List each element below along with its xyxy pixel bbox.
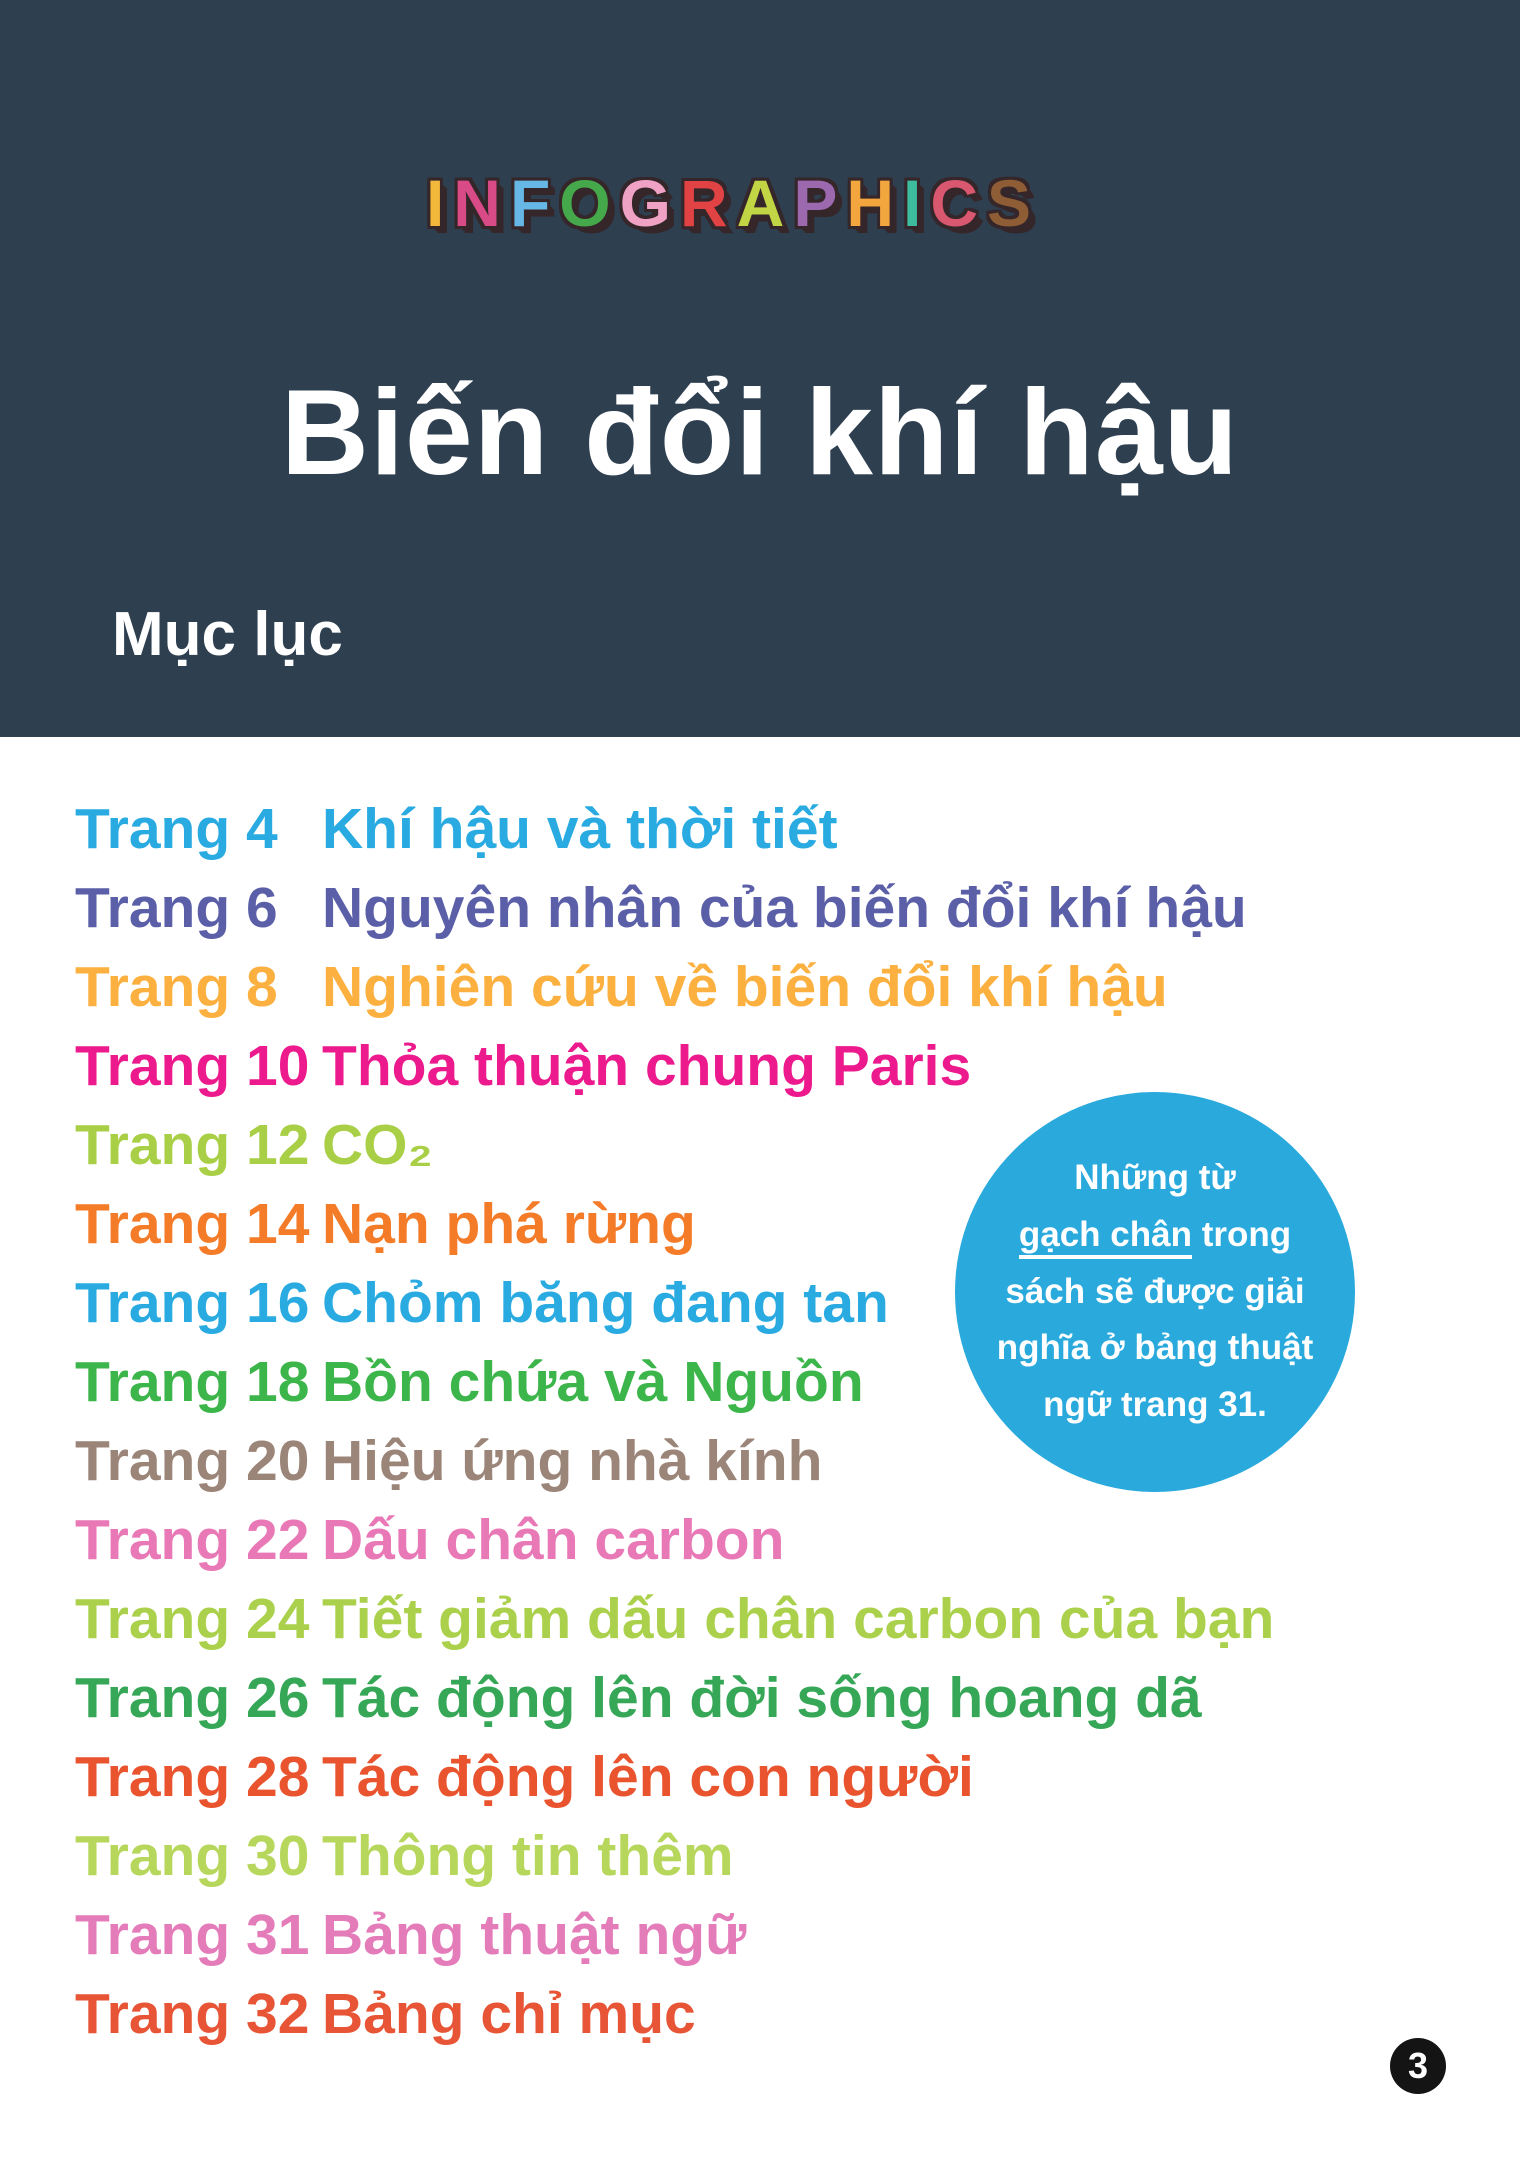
logo-letter: F <box>509 166 560 240</box>
toc-page-label: Trang 10 <box>75 1034 310 1098</box>
toc-entry-title: Tác động lên con người <box>322 1745 974 1809</box>
logo-letter: G <box>619 166 680 240</box>
toc-entry-title: Tác động lên đời sống hoang dã <box>322 1666 1202 1730</box>
toc-entry <box>75 790 1485 869</box>
toc-entry-title: Hiệu ứng nhà kính <box>322 1429 823 1493</box>
note-underlined-term: gạch chân <box>1019 1215 1192 1259</box>
toc-page-label: Trang 20 <box>75 1429 310 1493</box>
toc-entry <box>75 1738 1485 1817</box>
logo-letter: C <box>930 166 988 240</box>
toc-entry-title: Dấu chân carbon <box>322 1508 785 1572</box>
logo-letter: N <box>453 166 510 240</box>
toc-page-label: Trang 4 <box>75 797 278 861</box>
toc-entry-title: Bồn chứa và Nguồn <box>322 1350 864 1414</box>
logo-letter: H <box>846 166 904 240</box>
toc-entry <box>75 1027 1485 1106</box>
page-header <box>0 0 1520 737</box>
toc-page-label: Trang 24 <box>75 1587 310 1651</box>
toc-page-label: Trang 26 <box>75 1666 310 1730</box>
toc-page-label: Trang 8 <box>75 955 278 1019</box>
toc-heading: Mục lục <box>112 600 343 669</box>
toc-entry <box>75 1659 1485 1738</box>
toc-entry-title: Bảng chỉ mục <box>322 1982 696 2046</box>
infographics-logo <box>0 165 1466 241</box>
logo-letter: R <box>679 166 737 240</box>
note-text-post: trong sách sẽ được giải nghĩa ở bảng thuật ngữ trang 31. <box>996 1214 1314 1425</box>
toc-page-label: Trang 18 <box>75 1350 310 1414</box>
page-title: Biến đổi khí hậu <box>280 364 1240 500</box>
toc-entry <box>75 1896 1485 1975</box>
toc-entry <box>75 869 1485 948</box>
toc-entry-title: Chỏm băng đang tan <box>322 1271 889 1335</box>
logo-letter: I <box>903 166 931 240</box>
logo-letter: I <box>425 166 454 240</box>
toc-page-label: Trang 14 <box>75 1192 310 1256</box>
toc-page-label: Trang 22 <box>75 1508 310 1572</box>
toc-page-label: Trang 16 <box>75 1271 310 1335</box>
toc-entry <box>75 1975 1485 2054</box>
page-number-badge <box>1390 2038 1446 2094</box>
toc-entry <box>75 1817 1485 1896</box>
toc-page-label: Trang 12 <box>75 1113 310 1177</box>
toc-entry-title: Khí hậu và thời tiết <box>322 797 838 861</box>
page-number: 3 <box>1407 2045 1429 2086</box>
glossary-note <box>955 1092 1355 1492</box>
logo-letter: P <box>793 166 847 240</box>
toc-entry-title: Nguyên nhân của biến đổi khí hậu <box>322 876 1247 940</box>
toc-entry-title: Bảng thuật ngữ <box>322 1903 747 1967</box>
toc-entry <box>75 1501 1485 1580</box>
toc-entry-title: Tiết giảm dấu chân carbon của bạn <box>322 1587 1275 1651</box>
note-text-pre: Những từ <box>1074 1158 1236 1198</box>
logo-letter: O <box>559 166 620 240</box>
toc-page-label: Trang 30 <box>75 1824 310 1888</box>
toc-entry <box>75 1580 1485 1659</box>
toc-entry-title: Nạn phá rừng <box>322 1192 696 1256</box>
toc-entry <box>75 948 1485 1027</box>
toc-entry-title: Thỏa thuận chung Paris <box>322 1034 972 1098</box>
toc-entry-title: Thông tin thêm <box>322 1824 734 1888</box>
toc-page-label: Trang 32 <box>75 1982 310 2046</box>
logo-letter: S <box>987 166 1041 240</box>
logo-letter: A <box>736 166 794 240</box>
glossary-note-text <box>984 1150 1326 1433</box>
toc-entry-title: Nghiên cứu về biến đổi khí hậu <box>322 955 1168 1019</box>
toc-page-label: Trang 28 <box>75 1745 310 1809</box>
toc-page-label: Trang 6 <box>75 876 278 940</box>
toc-entry-title: CO₂ <box>322 1113 433 1177</box>
toc-page-label: Trang 31 <box>75 1903 310 1967</box>
